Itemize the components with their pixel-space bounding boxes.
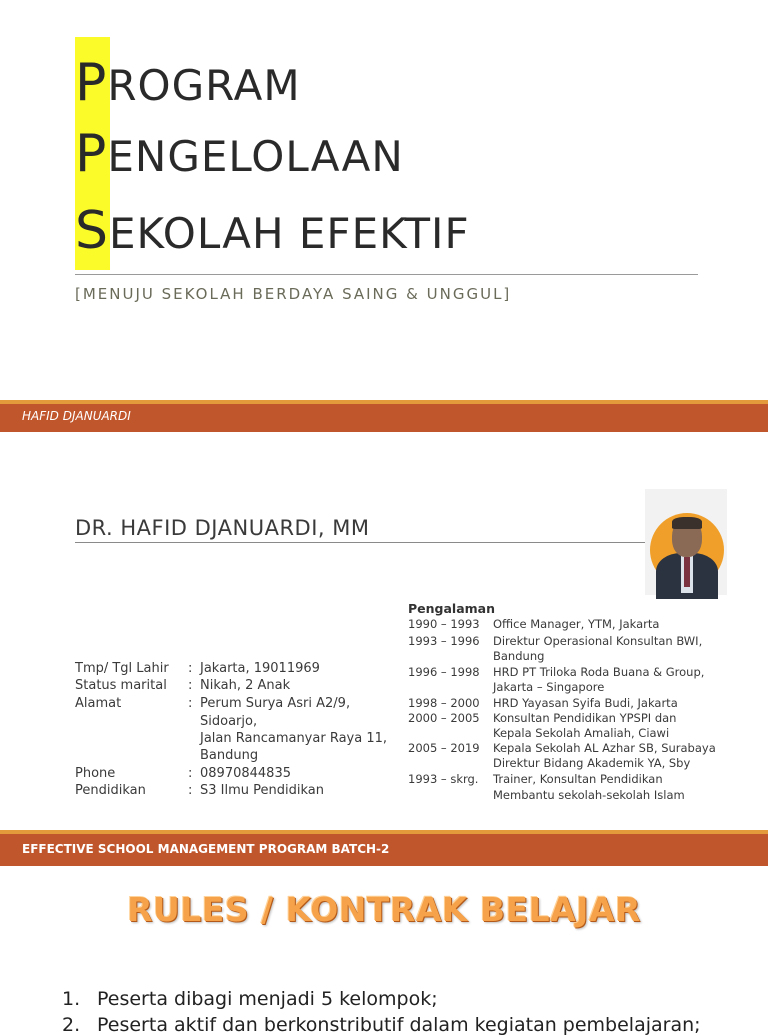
personal-info (0, 432, 400, 830)
experience-desc: HRD PT Triloka Roda Buana & Group, (493, 665, 705, 679)
experience-year: 1990 – 1993 (408, 617, 480, 631)
experience-title: Pengalaman (408, 601, 495, 616)
experience-year: 2000 – 2005 (408, 711, 480, 725)
info-value: Nikah, 2 Anak (200, 678, 291, 693)
subtitle: [MENUJU SEKOLAH BERDAYA SAING & UNGGUL] (75, 285, 512, 303)
info-value: S3 Ilmu Pendidikan (200, 783, 324, 798)
info-value: 08970844835 (200, 766, 291, 781)
experience-desc: Direktur Bidang Akademik YA, Sby (493, 756, 691, 770)
info-value: Sidoarjo, (200, 714, 258, 729)
info-value: Jakarta, 19011969 (200, 661, 320, 676)
experience-desc: Konsultan Pendidikan YPSPI dan (493, 711, 677, 725)
rule-item (62, 1014, 701, 1036)
band-accent-line (0, 830, 768, 834)
rule-text: Peserta dibagi menjadi 5 kelompok; (97, 988, 438, 1010)
experience-year: 1998 – 2000 (408, 696, 480, 710)
experience-year: 1993 – skrg. (408, 772, 479, 786)
title-initial: P (75, 53, 108, 113)
experience-desc: Bandung (493, 649, 545, 663)
info-colon: : (188, 783, 193, 798)
title-line-2 (75, 118, 404, 190)
experience-desc: Membantu sekolah-sekolah Islam (493, 788, 685, 802)
title-slide (0, 0, 768, 400)
photo-tie (684, 557, 690, 587)
profile-slide (0, 432, 768, 830)
experience-desc: HRD Yayasan Syifa Budi, Jakarta (493, 696, 678, 710)
info-colon: : (188, 678, 193, 693)
rules-slide (0, 866, 768, 1036)
experience-desc: Direktur Operasional Konsultan BWI, (493, 634, 703, 648)
section-band (0, 830, 768, 866)
rules-title: RULES / KONTRAK BELAJAR (127, 890, 641, 929)
info-label: Status marital (75, 678, 167, 693)
rule-text: Peserta aktif dan berkonstributif dalam kegiatan pembelajaran; (97, 1014, 701, 1036)
experience-year: 1993 – 1996 (408, 634, 480, 648)
info-value: Perum Surya Asri A2/9, (200, 696, 351, 711)
info-colon: : (188, 661, 193, 676)
section-band (0, 400, 768, 432)
experience-year: 1996 – 1998 (408, 665, 480, 679)
portrait-photo (645, 489, 727, 595)
rule-item (62, 988, 438, 1010)
band-accent-line (0, 400, 768, 404)
experience-desc: Jakarta – Singapore (493, 680, 605, 694)
experience-desc: Kepala Sekolah Amaliah, Ciawi (493, 726, 670, 740)
title-line-1 (75, 47, 301, 119)
info-colon: : (188, 696, 193, 711)
photo-circle (650, 513, 724, 587)
experience-desc: Kepala Sekolah AL Azhar SB, Surabaya (493, 741, 716, 755)
rule-number: 2. (62, 1014, 81, 1036)
experience-year: 2005 – 2019 (408, 741, 480, 755)
title-rest: ROGRAM (107, 61, 301, 110)
band-label: HAFID DJANUARDI (22, 409, 131, 423)
title-rest: ENGELOLAAN (107, 132, 404, 181)
info-value: Bandung (200, 748, 259, 763)
title-initial: P (75, 124, 108, 184)
rule-number: 1. (62, 988, 81, 1010)
title-rest: EKOLAH EFEKTIF (109, 209, 470, 258)
photo-hair (672, 517, 702, 529)
experience-desc: Trainer, Konsultan Pendidikan (493, 772, 663, 786)
title-divider (75, 274, 698, 275)
info-colon: : (188, 766, 193, 781)
info-value: Jalan Rancamanyar Raya 11, (200, 731, 388, 746)
info-label: Tmp/ Tgl Lahir (75, 661, 169, 676)
title-initial: S (75, 201, 110, 261)
profile-name: DR. HAFID DJANUARDI, MM (75, 516, 370, 540)
band-label: EFFECTIVE SCHOOL MANAGEMENT PROGRAM BATCH-2 (22, 842, 390, 856)
title-line-3 (75, 195, 470, 267)
info-label: Pendidikan (75, 783, 146, 798)
info-label: Alamat (75, 696, 122, 711)
info-label: Phone (75, 766, 116, 781)
experience-desc: Office Manager, YTM, Jakarta (493, 617, 660, 631)
